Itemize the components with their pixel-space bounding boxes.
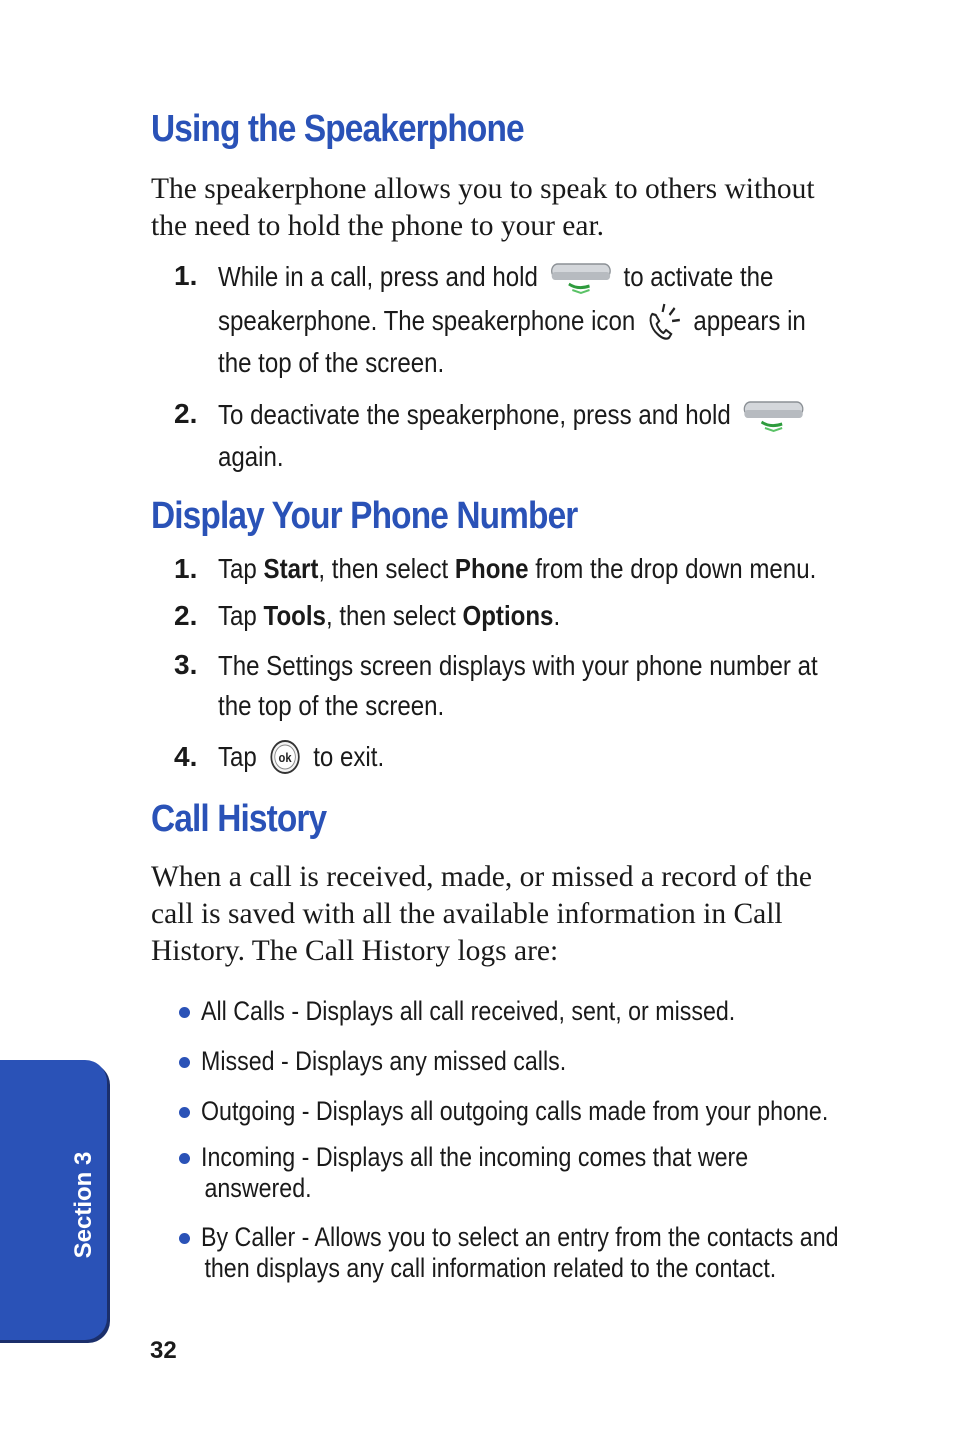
call-history-intro: When a call is received, made, or missed a record of the call is saved with all the available information in Call History. The Call History logs are: <box>151 861 812 967</box>
page-number: 32 <box>150 1337 177 1364</box>
heading-speakerphone: Using the Speakerphone <box>151 108 524 150</box>
list-item: Incoming - Displays all the incoming comes that were answered. <box>201 1142 911 1204</box>
heading-phone-number: Display Your Phone Number <box>151 495 578 537</box>
section-tab-label: Section 3 <box>70 1151 97 1259</box>
speakerphone-icon <box>645 300 683 344</box>
phone-number-step-4: 4. Tap ok to exit. <box>218 738 911 776</box>
phone-number-step-3: 3. The Settings screen displays with your phone number at the top of the screen. <box>174 649 818 721</box>
send-key-icon <box>743 398 805 438</box>
page-content <box>151 108 911 1284</box>
speakerphone-intro: The speakerphone allows you to speak to others without the need to hold the phone to your ear. <box>151 173 815 242</box>
list-item: Outgoing - Displays all outgoing calls made from your phone. <box>201 1096 911 1127</box>
heading-call-history: Call History <box>151 798 327 840</box>
bullet-icon <box>179 1057 190 1068</box>
speakerphone-step-1: 1. While in a call, press and hold to activate the speakerphone. The speakerphone icon appears in the top of the screen. <box>174 260 806 378</box>
speakerphone-step-2: 2. To deactivate the speakerphone, press and hold again. <box>218 395 911 475</box>
list-item: By Caller - Allows you to select an entry from the contacts and then displays any call information related to the contact. <box>201 1222 911 1284</box>
list-item: Missed - Displays any missed calls. <box>201 1046 911 1077</box>
bullet-icon <box>179 1153 190 1164</box>
send-key-icon <box>550 260 612 300</box>
phone-number-step-2: 2. Tap Tools, then select Options. <box>174 600 561 631</box>
list-item: All Calls - Displays all call received, sent, or missed. <box>201 996 911 1027</box>
bullet-icon <box>179 1233 190 1244</box>
bullet-icon <box>179 1107 190 1118</box>
ok-button-icon <box>269 738 302 776</box>
bullet-icon <box>179 1007 190 1018</box>
svg-text:ok: ok <box>278 750 292 766</box>
phone-number-step-1: 1. Tap Start, then select Phone from the drop down menu. <box>174 553 817 584</box>
